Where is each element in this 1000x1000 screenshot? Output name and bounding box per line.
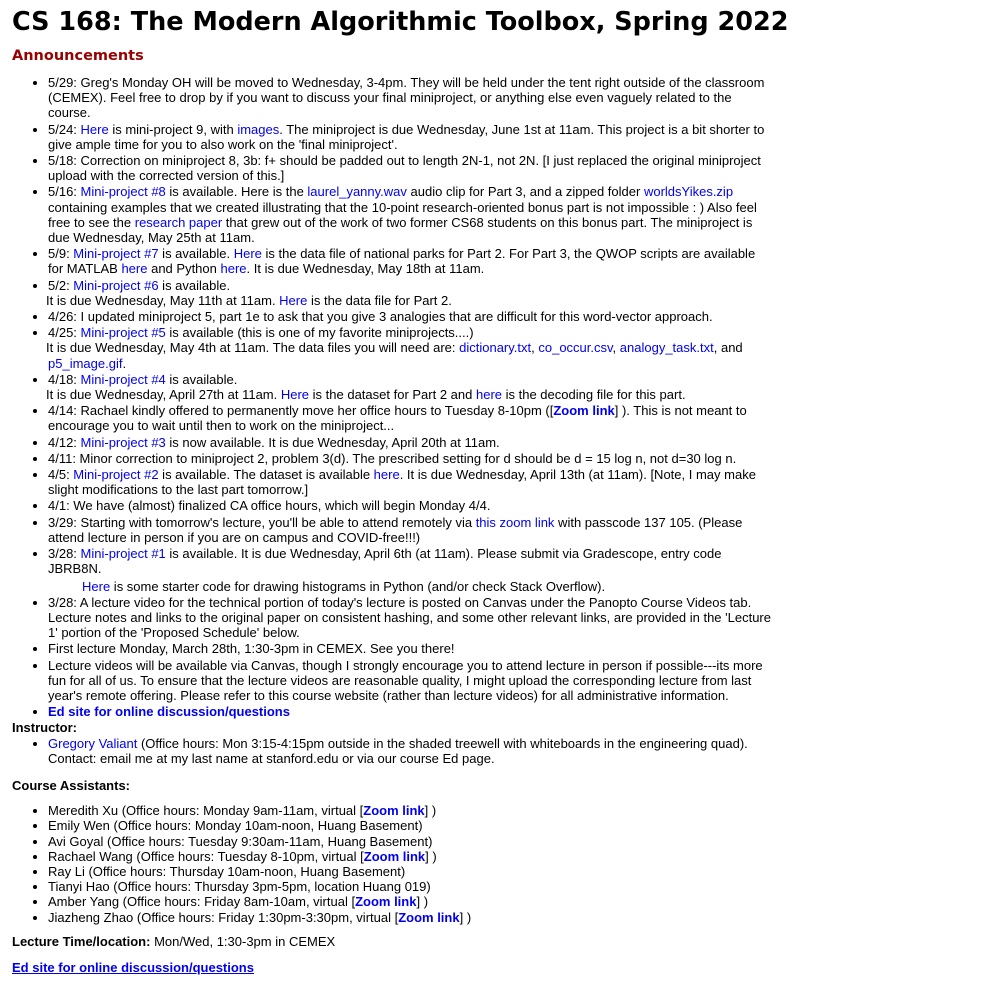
announcement-text: and Python [147, 261, 221, 277]
list-item [48, 910, 772, 925]
announcement-text: 3/28: A lecture video for the technical portion of today's lecture is posted on Canvas under the Panopto Course Videos tab. Lecture notes and links to the original paper on consistent hashing, and some other relevant links, are provided in the 'Lecture 1' portion of the 'Proposed Schedule' below. [48, 594, 771, 641]
list-item [48, 153, 772, 183]
announcement-text: is the data file of national parks for Part 2. For Part 3, the QWOP scripts are available for MATLAB [48, 246, 756, 277]
miniproject-8-link[interactable]: Mini-project #8 [80, 184, 166, 200]
announcement-text: 5/16: [48, 184, 81, 200]
ca-text: ] ) [425, 848, 437, 864]
announcement-text: It is due Wednesday, April 27th at 11am. [46, 387, 281, 403]
announcement-text: is available. The dataset is available [158, 467, 374, 483]
zoom-link[interactable]: Zoom link [363, 848, 426, 864]
national-parks-link[interactable]: Here [233, 246, 262, 262]
announcement-text: audio clip for Part 3, and a zipped folder [406, 184, 644, 200]
miniproject-4-link[interactable]: Mini-project #4 [80, 371, 166, 387]
list-item [48, 736, 772, 766]
lecture-time-label: Lecture Time/location: [12, 933, 151, 949]
part2-dataset-link[interactable]: Here [280, 387, 310, 403]
laurel-yanny-link[interactable]: laurel_yanny.wav [307, 184, 407, 200]
images-link[interactable]: images [237, 121, 280, 137]
announcement-text: Lecture videos will be available via Canvas, though I strongly encourage you to attend lecture in person if possible---its more fun for all of us. To ensure that the lecture videos are reasonable quality, I might upload the corresponding lecture from last year's remote offering. Please refer to this course website (rather than lecture videos) for all administrative information. [48, 657, 763, 703]
announcement-text: , [612, 340, 620, 356]
zoom-link[interactable]: Zoom link [355, 894, 417, 910]
announcement-text: 4/18: [48, 371, 81, 387]
announcement-text: , and [713, 340, 743, 356]
miniproject-9-link[interactable]: Here [80, 121, 109, 137]
announcement-text: is the data file for Part 2. [307, 292, 452, 308]
announcement-text: 4/25: [48, 325, 81, 341]
list-item [48, 803, 772, 818]
announcement-text: that grew out of the work of two former CS68 students on this bonus part. The miniproject is due Wednesday, May 25th at 11am. [48, 214, 753, 246]
ca-text: ] ) [459, 909, 472, 925]
announcement-text: It is due Wednesday, May 11th at 11am. [46, 292, 280, 308]
lecture-zoom-link[interactable]: this zoom link [475, 514, 555, 530]
instructor-name-link[interactable]: Gregory Valiant [48, 735, 138, 751]
announcement-text: 5/2: [48, 277, 74, 293]
announcement-text: is some starter code for drawing histograms in Python (and/or check Stack Overflow). [110, 578, 606, 594]
co-occur-link[interactable]: co_occur.csv [538, 340, 613, 356]
miniproject-6-link[interactable]: Mini-project #6 [73, 277, 159, 293]
list-item [48, 849, 772, 864]
announcement-subline [48, 579, 772, 594]
announcement-text: is available (this is one of my favorite miniprojects....) [165, 325, 474, 341]
announcements-list [12, 75, 772, 719]
miniproject-1-link[interactable]: Mini-project #1 [80, 546, 166, 562]
lecture-time-value: Mon/Wed, 1:30-3pm in CEMEX [150, 933, 336, 949]
list-item [48, 818, 772, 833]
instructor-list [12, 736, 772, 766]
zoom-link[interactable]: Zoom link [553, 403, 615, 419]
announcement-continuation [46, 387, 686, 402]
announcement-text: 4/12: [48, 434, 81, 450]
ed-site-footer [12, 960, 772, 975]
list-item [48, 75, 772, 121]
instructor-details: (Office hours: Mon 3:15-4:15pm outside in the shaded treewell with whiteboards in the engineering quad). Contact: email me at my last name at stanford.edu or via our course Ed page. [48, 735, 748, 766]
announcement-text: 5/24: [48, 121, 81, 137]
announcement-text: It is due Wednesday, May 4th at 11am. The data files you will need are: [46, 340, 460, 356]
part2-data-link[interactable]: Here [279, 292, 308, 308]
announcement-text: 4/5: [48, 467, 74, 483]
ed-site-link[interactable]: Ed site for online discussion/questions [48, 704, 290, 720]
miniproject-3-link[interactable]: Mini-project #3 [80, 434, 166, 450]
announcement-text: . The miniproject is due Wednesday, June 1st at 11am. This project is a bit shorter to give ample time for you to also work on the 'final miniproject'. [48, 121, 765, 152]
announcement-text: . [122, 355, 127, 371]
list-item [48, 246, 772, 276]
worldsyikes-link[interactable]: worldsYikes.zip [643, 184, 734, 200]
list-item [48, 372, 772, 402]
announcement-text: ] ). This is not meant to encourage you to wait until then to work on the miniproject... [48, 403, 747, 434]
list-item [48, 704, 772, 719]
ca-text: Avi Goyal (Office hours: Tuesday 9:30am-11am, Huang Basement) [48, 833, 433, 849]
list-item [48, 595, 772, 641]
ca-text: Meredith Xu (Office hours: Monday 9am-11am, virtual [ [48, 803, 364, 819]
list-item [48, 546, 772, 594]
qwop-python-link[interactable]: here [220, 261, 247, 277]
announcement-text: is available. [158, 277, 231, 293]
announcement-text: 4/26: I updated miniproject 5, part 1e to ask that you give 3 analogies that are difficult for this word-vector approach. [48, 309, 713, 325]
announcement-text: 4/14: Rachael kindly offered to permanently move her office hours to Tuesday 8-10pm ([ [48, 403, 554, 419]
announcement-text: is mini-project 9, with [108, 121, 238, 137]
list-item [48, 278, 772, 308]
lecture-time-location [12, 934, 772, 949]
announcement-text: is now available. It is due Wednesday, April 20th at 11am. [165, 434, 500, 450]
announcement-text: containing examples that we created illustrating that the 10-point research-oriented bonus part is not impossible : ) Also feel free to see the [48, 199, 757, 230]
announcement-text: . It is due Wednesday, May 18th at 11am. [246, 261, 485, 277]
miniproject-7-link[interactable]: Mini-project #7 [73, 246, 159, 262]
ca-text: Rachael Wang (Office hours: Tuesday 8-10pm, virtual [ [48, 848, 364, 864]
list-item [48, 122, 772, 152]
announcement-text: with passcode 137 105. (Please attend lecture in person if you are on campus and COVID-free!!!) [48, 514, 743, 545]
list-item [48, 325, 772, 371]
decoding-file-link[interactable]: here [475, 387, 503, 403]
dictionary-link[interactable]: dictionary.txt [459, 340, 532, 356]
dataset-link[interactable]: here [373, 467, 400, 483]
announcement-text: is the dataset for Part 2 and [309, 387, 476, 403]
course-assistants-list [12, 803, 772, 925]
ca-text: Ray Li (Office hours: Thursday 10am-noon, Huang Basement) [48, 863, 406, 879]
ca-text: Tianyi Hao (Office hours: Thursday 3pm-5pm, location Huang 019) [48, 879, 431, 895]
announcement-text: . It is due Wednesday, April 13th (at 11am). [Note, I may make slight modifications to the last part tomorrow.] [48, 467, 756, 498]
list-item [48, 309, 772, 324]
announcement-text: 5/18: Correction on miniproject 8, 3b: f+ should be padded out to length 2N-1, not 2N. [I just replaced the original miniproject upload with the corrected version of this.] [48, 153, 761, 184]
list-item [48, 641, 772, 656]
list-item [48, 834, 772, 849]
announcement-text: is available. [158, 246, 234, 262]
ca-text: Emily Wen (Office hours: Monday 10am-noon, Huang Basement) [48, 818, 423, 834]
list-item [48, 451, 772, 466]
announcement-text: is available. Here is the [165, 184, 308, 200]
list-item [48, 467, 772, 497]
list-item [48, 435, 772, 450]
announcement-text: is available. [165, 371, 238, 387]
histogram-starter-code-link[interactable]: Here [82, 578, 111, 594]
announcement-text: 3/29: Starting with tomorrow's lecture, you'll be able to attend remotely via [48, 514, 476, 530]
list-item [48, 515, 772, 545]
zoom-link[interactable]: Zoom link [398, 909, 460, 925]
announcement-text: 3/28: [48, 546, 81, 562]
list-item [48, 498, 772, 513]
page-title: CS 168: The Modern Algorithmic Toolbox, Spring 2022 [12, 7, 789, 37]
course-assistants-label: Course Assistants: [12, 777, 130, 793]
announcement-text: is the decoding file for this part. [502, 387, 686, 403]
announcement-text: 5/9: [48, 246, 74, 262]
announcement-text: 4/11: Minor correction to miniproject 2, problem 3(d). The prescribed setting for d should be d = 15 log n, not d=30 log n. [48, 450, 737, 466]
list-item [48, 403, 772, 433]
ca-text: Amber Yang (Office hours: Friday 8am-10am, virtual [ [48, 894, 356, 910]
announcement-text: First lecture Monday, March 28th, 1:30-3pm in CEMEX. See you there! [48, 641, 455, 657]
zoom-link[interactable]: Zoom link [363, 803, 425, 819]
announcement-text: 4/1: We have (almost) finalized CA office hours, which will begin Monday 4/4. [48, 498, 491, 514]
miniproject-5-link[interactable]: Mini-project #5 [80, 325, 166, 341]
ed-site-link[interactable]: Ed site for online discussion/questions [12, 959, 254, 975]
ca-text: ] ) [416, 894, 429, 910]
announcements-heading: Announcements [12, 48, 144, 64]
p5-image-link[interactable]: p5_image.gif [48, 355, 123, 371]
miniproject-2-link[interactable]: Mini-project #2 [73, 467, 159, 483]
announcement-text: , [531, 340, 539, 356]
list-item [48, 864, 772, 879]
qwop-matlab-link[interactable]: here [121, 261, 148, 277]
list-item [48, 184, 772, 245]
instructor-label: Instructor: [12, 720, 77, 736]
ca-text: Jiazheng Zhao (Office hours: Friday 1:30pm-3:30pm, virtual [ [48, 909, 399, 925]
list-item [48, 894, 772, 909]
ca-text: ] ) [424, 803, 437, 819]
announcement-continuation [46, 293, 452, 308]
announcement-text: is available. It is due Wednesday, April 6th (at 11am). Please submit via Gradescope, entry code JBRB8N. [48, 546, 722, 577]
announcement-continuation [46, 340, 743, 370]
analogy-task-link[interactable]: analogy_task.txt [619, 340, 714, 356]
research-paper-link[interactable]: research paper [134, 214, 223, 230]
announcement-text: 5/29: Greg's Monday OH will be moved to Wednesday, 3-4pm. They will be held under the tent right outside of the classroom (CEMEX). Feel free to drop by if you want to discuss your final miniproject, or anything else even vaguely related to the course. [48, 75, 765, 121]
list-item [48, 879, 772, 894]
list-item [48, 658, 772, 704]
